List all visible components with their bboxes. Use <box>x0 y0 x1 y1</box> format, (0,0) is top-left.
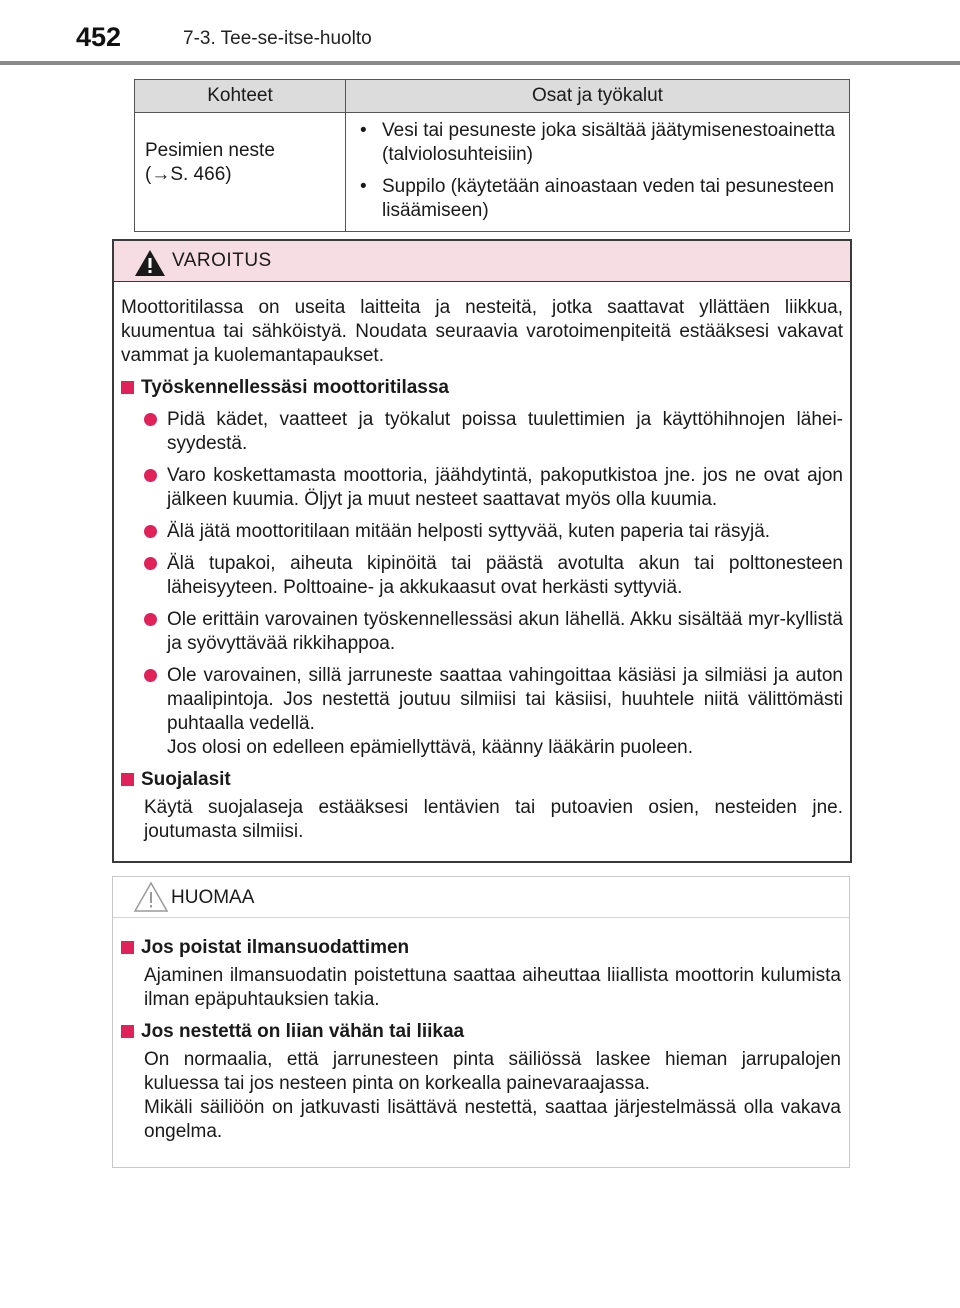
warning-header <box>114 241 850 282</box>
warning-body <box>114 282 850 844</box>
parts-table <box>134 79 850 232</box>
warning-bullet: Ole varovainen, sillä jarruneste saattaa vahingoittaa käsiäsi ja silmiäsi ja auton maalipintoja. Jos nestettä joutuu silmiisi tai käsiisi, huuhtele niitä välittömästi puhtaalla vedellä. <box>121 664 843 736</box>
warning-title: VAROITUS <box>172 250 272 271</box>
notice-section-heading: Jos nestettä on liian vähän tai liikaa <box>121 1020 841 1044</box>
header-divider <box>0 61 960 65</box>
notice-triangle-icon <box>133 881 169 913</box>
item-cell <box>135 113 346 232</box>
page-header <box>0 0 960 70</box>
warning-bullet: Älä tupakoi, aiheuta kipinöitä tai päästä avotulta akun tai polttonesteen läheisyyteen. Polttoaine- ja akkukaasut ovat herkästi syttyviä. <box>121 552 843 600</box>
warning-bullet: Älä jätä moottoritilaan mitään helposti syttyvää, kuten paperia tai räsyjä. <box>121 520 843 544</box>
warning-bullet-continuation: Jos olosi on edelleen epämiellyttävä, käänny lääkärin puoleen. <box>167 737 694 758</box>
tools-cell <box>346 113 850 232</box>
warning-section-text: Käytä suojalaseja estääksesi lentävien tai putoavien osien, nesteiden jne. joutumasta silmiisi. <box>144 797 843 842</box>
item-name: Pesimien neste <box>145 140 275 161</box>
warning-section-heading: Työskennellessäsi moottoritilassa <box>121 376 843 400</box>
notice-box <box>112 876 850 1168</box>
warning-bullet: Ole erittäin varovainen työskennellessäsi akun lähellä. Akku sisältää myr-kyllistä ja syövyttävää rikkihappoa. <box>121 608 843 656</box>
warning-triangle-icon <box>134 249 166 277</box>
table-header-row <box>135 80 850 113</box>
page-number: 452 <box>76 22 122 52</box>
tools-list <box>346 113 849 231</box>
warning-section-heading: Suojalasit <box>121 768 843 792</box>
notice-section-text: On normaalia, että jarrunesteen pinta säiliössä laskee hieman jarrupalojen kuluessa tai jos nesteen pinta on korkealla painevaraajassa. <box>144 1049 841 1094</box>
table-row <box>135 113 850 232</box>
list-item: • Suppilo (käytetään ainoastaan veden tai pesunesteen lisäämiseen) <box>354 175 841 223</box>
notice-section-text: Ajaminen ilmansuodatin poistettuna saattaa aiheuttaa liiallista moottorin kulumista ilman epäpuhtauksien takia. <box>144 965 841 1010</box>
warning-intro: Moottoritilassa on useita laitteita ja nesteitä, jotka saattavat yllättäen liikkua, kuumentua tai sähköistyä. Noudata seuraavia varotoimenpiteitä estääksesi vakavat vammat ja kuolemantapaukset. <box>121 297 843 366</box>
column-header-tools: Osat ja työkalut <box>346 80 850 113</box>
list-item: • Vesi tai pesuneste joka sisältää jäätymisenestoainetta (talviolosuhteisiin) <box>354 119 841 167</box>
warning-box <box>112 239 852 863</box>
notice-section-heading: Jos poistat ilmansuodattimen <box>121 936 841 960</box>
column-header-items: Kohteet <box>135 80 346 113</box>
warning-bullet: Varo koskettamasta moottoria, jäähdytintä, pakoputkistoa jne. jos ne ovat ajon jälkeen kuumia. Öljyt ja muut nesteet saattavat myös olla kuumia. <box>121 464 843 512</box>
notice-title: HUOMAA <box>171 887 255 908</box>
notice-section-text: Mikäli säiliöön on jatkuvasti lisättävä nestettä, saattaa järjestelmässä olla vakava ongelma. <box>144 1097 841 1142</box>
item-page-reference: (→S. 466) <box>145 164 232 185</box>
notice-header <box>113 877 849 918</box>
section-title: 7-3. Tee-se-itse-huolto <box>183 28 372 49</box>
notice-body <box>113 918 849 1144</box>
warning-bullet: Pidä kädet, vaatteet ja työkalut poissa tuulettimien ja käyttöhihnojen lähei-syydestä. <box>121 408 843 456</box>
